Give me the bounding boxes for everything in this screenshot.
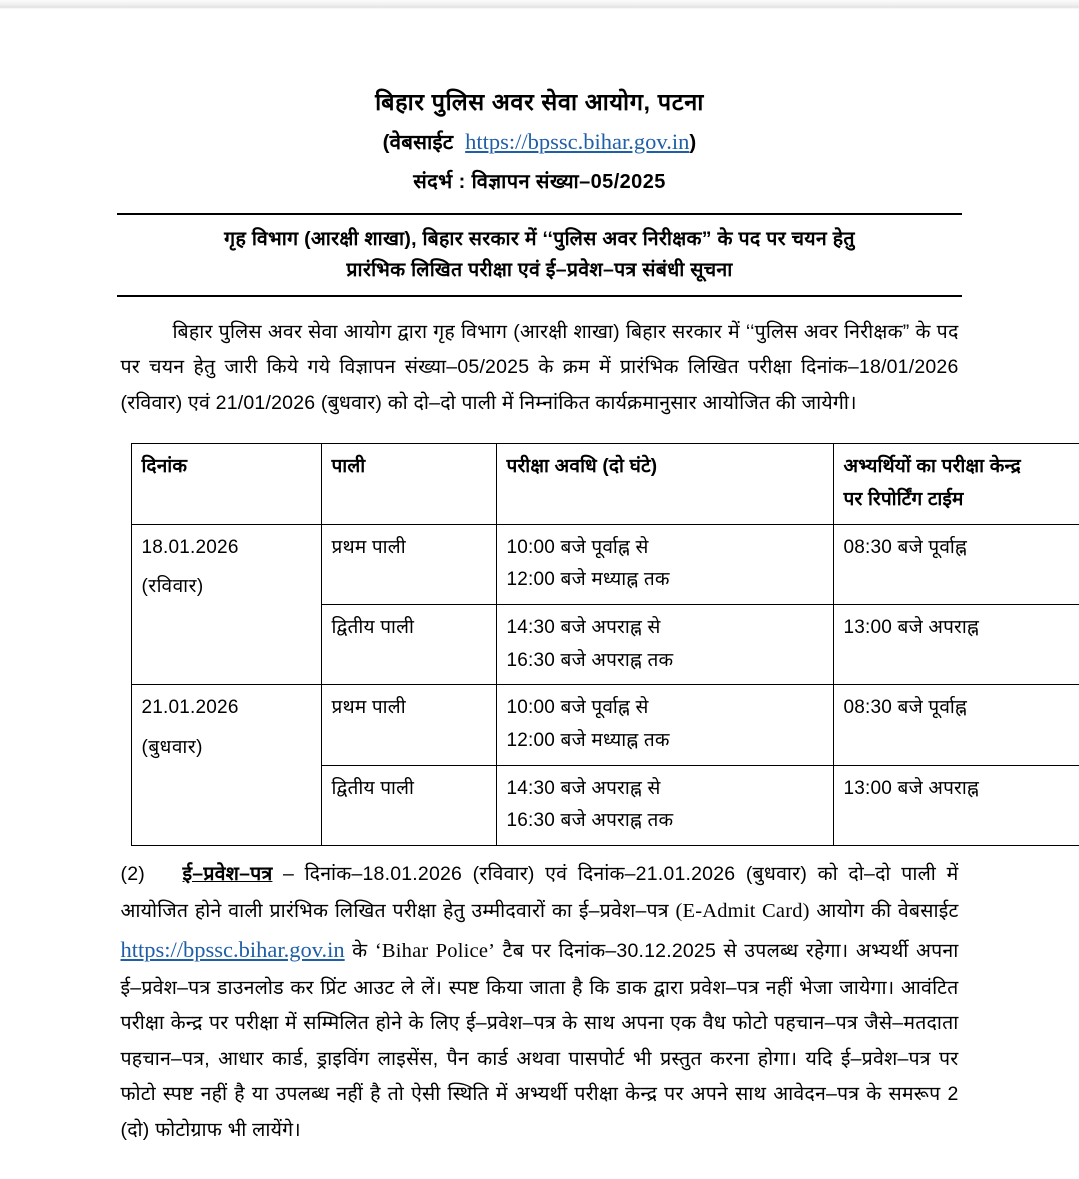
cell-reporting-2-1: 08:30 बजे पूर्वाह्न	[833, 685, 1079, 765]
notice-title-block	[117, 213, 962, 297]
date-value-1: 18.01.2026	[141, 536, 239, 558]
column-header-reporting-line-1: अभ्यर्थियों का परीक्षा केन्द्र	[843, 456, 1021, 478]
column-header-shift: पाली	[321, 444, 496, 524]
paragraph-2-term: ई–प्रवेश–पत्र	[182, 863, 273, 886]
column-header-duration: परीक्षा अवधि (दो घंटे)	[496, 444, 833, 524]
duration-line-1: 10:00 बजे पूर्वाह्न से	[506, 536, 649, 558]
paragraph-2-text-a: – दिनांक–18.01.2026 (रविवार) एवं दिनांक–21.01.2026 (बुधवार) को दो–दो पाली में आयोजित होने वाली प्रारंभिक लिखित परीक्षा हेतु उम्मीदवारों का ई–प्रवेश–पत्र	[120, 863, 959, 922]
cell-reporting-1-1: 08:30 बजे पूर्वाह्न	[833, 524, 1079, 604]
document-header	[0, 88, 1079, 194]
day-value-1: (रविवार)	[141, 576, 204, 598]
day-value-2: (बुधवार)	[141, 737, 203, 759]
paragraph-2-text-c: के	[344, 939, 375, 962]
cell-duration-1-1	[496, 524, 833, 604]
column-header-reporting-line-2: पर रिपोर्टिंग टाईम	[843, 489, 964, 511]
notice-title-line-1: गृह विभाग (आरक्षी शाखा), बिहार सरकार में ‘‘पुलिस अवर निरीक्षक” के पद पर चयन हेतु	[224, 228, 855, 251]
cell-duration-2-2	[496, 765, 833, 845]
cell-reporting-2-2: 13:00 बजे अपराह्न	[833, 765, 1079, 845]
website-link[interactable]: https://bpssc.bihar.gov.in	[465, 129, 690, 155]
cell-date-2	[131, 685, 321, 846]
duration-line-2: 12:00 बजे मध्याह्न तक	[506, 569, 670, 591]
website-label: (वेबसाईट	[382, 131, 454, 155]
cell-date-1	[131, 524, 321, 685]
cell-shift-1-2: द्वितीय पाली	[321, 605, 496, 685]
cell-shift-2-1: प्रथम पाली	[321, 685, 496, 765]
exam-schedule-table-wrapper	[131, 443, 1021, 846]
paragraph-1: बिहार पुलिस अवर सेवा आयोग द्वारा गृह विभाग (आरक्षी शाखा) बिहार सरकार में ‘‘पुलिस अवर निरीक्षक” के पद पर चयन हेतु जारी किये गये विज्ञापन संख्या–05/2025 के क्रम में प्रारंभिक लिखित परीक्षा दिनांक–18/01/2026 (रविवार) एवं 21/01/2026 (बुधवार) को दो–दो पाली में निम्नांकित कार्यक्रमानुसार आयोजित की जायेगी।	[120, 320, 959, 414]
duration-line-1: 14:30 बजे अपराह्न से	[506, 777, 661, 799]
paragraph-2-text-d: टैब पर दिनांक–30.12.2025 से उपलब्ध रहेगा। अभ्यर्थी अपना ई–प्रवेश–पत्र डाउनलोड कर प्रिंट आउट ले लें। स्पष्ट किया जाता है कि डाक द्वारा प्रवेश–पत्र नहीं भेजा जायेगा। आवंटित परीक्षा केन्द्र पर परीक्षा में सम्मिलित होने के लिए ई–प्रवेश–पत्र के साथ अपना एक वैध फोटो पहचान–पत्र जैसे–मतदाता पहचान–पत्र, आधार कार्ड, ड्राइविंग लाइसेंस, पैन कार्ड अथवा पासपोर्ट भी प्रस्तुत करना होगा। यदि ई–प्रवेश–पत्र पर फोटो स्पष्ट नहीं है या उपलब्ध नहीं है तो ऐसी स्थिति में अभ्यर्थी परीक्षा केन्द्र पर अपने साथ आवेदन–पत्र के समरूप 2 (दो) फोटोग्राफ भी लायेंगे।	[120, 939, 959, 1141]
cell-duration-2-1	[496, 685, 833, 765]
cell-duration-1-2	[496, 605, 833, 685]
duration-line-2: 16:30 बजे अपराह्न तक	[506, 810, 674, 832]
notice-title-line-2: प्रारंभिक लिखित परीक्षा एवं ई–प्रवेश–पत्र संबंधी सूचना	[346, 259, 733, 282]
cell-shift-1-1: प्रथम पाली	[321, 524, 496, 604]
cell-shift-2-2: द्वितीय पाली	[321, 765, 496, 845]
table-header-row	[131, 444, 1079, 524]
paragraph-2	[121, 857, 959, 1148]
website-line	[0, 128, 1079, 156]
date-value-2: 21.01.2026	[141, 697, 239, 719]
bihar-police-tab-name: ‘Bihar Police’	[374, 939, 496, 962]
duration-line-1: 14:30 बजे अपराह्न से	[506, 617, 661, 639]
duration-line-2: 16:30 बजे अपराह्न तक	[506, 649, 674, 671]
advertisement-reference: संदर्भ : विज्ञापन संख्या–05/2025	[413, 171, 666, 194]
paragraph-2-number: (2)	[120, 863, 145, 886]
column-header-date: दिनांक	[131, 444, 321, 524]
column-header-reporting-time	[833, 444, 1079, 524]
admit-card-english-label: (E-Admit Card)	[675, 899, 810, 922]
table-row	[131, 685, 1079, 765]
table-row	[131, 524, 1079, 604]
admit-card-website-link[interactable]: https://bpssc.bihar.gov.in	[120, 936, 345, 962]
organization-name: बिहार पुलिस अवर सेवा आयोग, पटना	[375, 89, 704, 115]
duration-line-1: 10:00 बजे पूर्वाह्न से	[506, 697, 649, 719]
cell-reporting-1-2: 13:00 बजे अपराह्न	[833, 605, 1079, 685]
exam-schedule-table	[131, 443, 1079, 846]
paragraph-2-text-b: आयोग की वेबसाईट	[809, 899, 959, 922]
website-close-paren: )	[689, 131, 697, 155]
duration-line-2: 12:00 बजे मध्याह्न तक	[506, 730, 670, 752]
